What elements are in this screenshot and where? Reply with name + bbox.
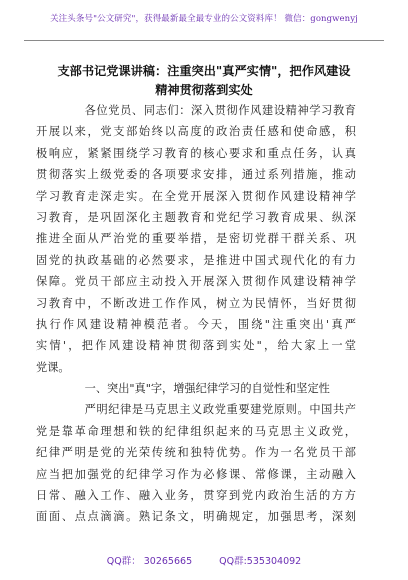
body-line: 各位党员、同志们：深入贯彻作风建设精神学习教育: [84, 104, 356, 117]
body-line: 日常、融入工作、融入业务，贯穿到党内政治生活的方方: [36, 489, 356, 503]
section-heading: 一、突出"真"字，增强纪律学习的自觉性和坚定性: [84, 382, 330, 396]
body-line: 习教育，是巩固深化主题教育和党纪学习教育成果、纵深: [36, 210, 356, 224]
body-line: 严明纪律是马克思主义政党重要建党原则。中国共产: [84, 403, 356, 417]
body-line: 纪律严明是党的光荣传统和独特优势。作为一名党员干部: [36, 446, 356, 460]
header-divider: [24, 40, 384, 41]
body-line: 应当把加强党的纪律学习作为必修课、常修课，主动融入: [36, 467, 356, 481]
body-line: 推进全面从严治党的重要举措，是密切党群干群关系、巩: [36, 232, 356, 246]
body-line: 实情'，把作风建设精神贯彻落到实处"，给大家上一堂: [36, 339, 356, 353]
title-line-1: 支部书记党课讲稿：注重突出"真严实情"，把作风建设: [57, 64, 351, 78]
title-line-2: 精神贯彻落到实处: [155, 83, 253, 97]
body-line: 极响应，紧紧围绕学习教育的核心要求和重点任务，认真: [36, 146, 356, 160]
page-footer: [0, 553, 408, 567]
body-line: 党课。: [36, 360, 70, 374]
document-title: [44, 62, 364, 100]
footer-qq-group-1: QQ群： 30265665: [106, 556, 193, 567]
footer-qq-group-2: QQ群:535304092: [219, 556, 302, 567]
body-line: 习教育中，不断改进工作作风，树立为民情怀，当好贯彻: [36, 296, 356, 310]
body-line: 保障。党员干部应主动投入开展深入贯彻作风建设精神学: [36, 275, 356, 289]
body-line: 固党的执政基础的必然要求，是推进中国式现代化的有力: [36, 253, 356, 267]
body-line: 开展以来，党支部始终以高度的政治责任感和使命感，积: [36, 125, 356, 139]
body-line: 面面、点点滴滴。熟记条文，明确规定，加强思考，深刻: [36, 510, 356, 524]
document-body: [36, 100, 356, 528]
body-line: 党是靠革命理想和铁的纪律组织起来的马克思主义政党，: [36, 424, 356, 438]
body-line: 贯彻落实上级党委的各项要求安排，通过系列措施，推动: [36, 168, 356, 182]
header-promo-text: 关注头条号"公文研究"，获得最新最全最专业的公文资料库！ 微信：gongwenyj: [50, 14, 358, 24]
page-header: [0, 0, 408, 44]
body-line: 执行作风建设精神模范者。今天，围绕"注重突出'真严: [36, 317, 356, 331]
body-line: 学习教育走深走实。在全党开展深入贯彻作风建设精神学: [36, 189, 356, 203]
